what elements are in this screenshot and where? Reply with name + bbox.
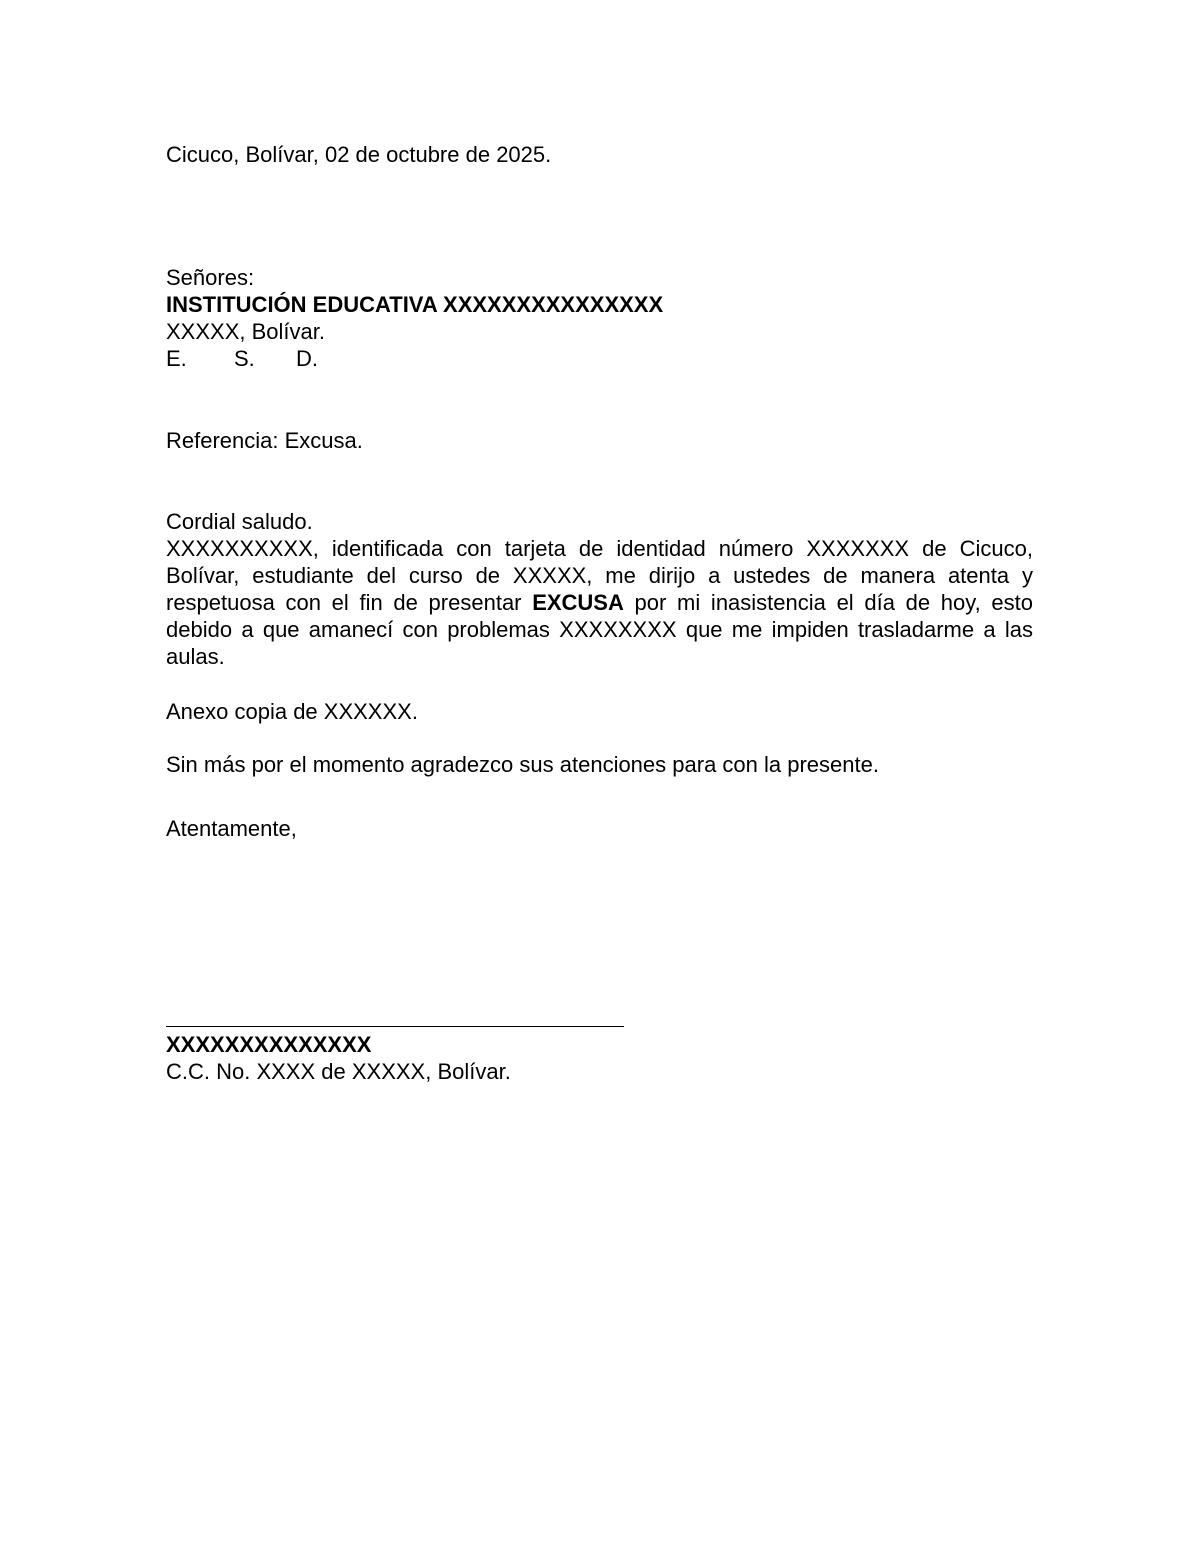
closing-text: Sin más por el momento agradezco sus atenciones para con la presente. — [166, 752, 879, 777]
signature-line — [166, 1026, 624, 1027]
greeting-text: Cordial saludo. — [166, 509, 313, 534]
valediction-line — [166, 815, 1033, 842]
closing-line — [166, 751, 1033, 778]
esd-e: E. — [166, 346, 187, 371]
annex-line — [166, 698, 1033, 725]
body-emphasis: EXCUSA — [532, 590, 624, 615]
esd-d: D. — [296, 346, 318, 371]
body-paragraph — [166, 535, 1033, 670]
signature-name: XXXXXXXXXXXXXX — [166, 1032, 372, 1057]
salutation: Señores: — [166, 265, 255, 290]
date-line — [166, 141, 1033, 168]
annex-text: Anexo copia de XXXXXX. — [166, 699, 418, 724]
body-text-part2: por mi inasistencia el día de hoy, esto debido a que amanecí con problemas XXXXXXXX que me impiden trasladarme a las aulas. — [166, 590, 1033, 669]
body-text-part1: XXXXXXXXXX, identificada con tarjeta de identidad número XXXXXXX de Cicuco, Bolívar, estudiante del curso de XXXXX, me dirijo a ustedes de manera atenta y respetuosa con el fin de presentar — [166, 536, 1033, 615]
reference-text: Referencia: Excusa. — [166, 428, 363, 453]
valediction-text: Atentamente, — [166, 816, 297, 841]
esd-s: S. — [234, 346, 255, 371]
institution-name: INSTITUCIÓN EDUCATIVA XXXXXXXXXXXXXXX — [166, 292, 664, 317]
reference-line — [166, 427, 1033, 454]
greeting-line — [166, 508, 1033, 535]
recipient-block — [166, 264, 1033, 372]
recipient-location: XXXXX, Bolívar. — [166, 319, 325, 344]
signature-block — [166, 1031, 1033, 1085]
signature-id: C.C. No. XXXX de XXXXX, Bolívar. — [166, 1059, 511, 1084]
date-text: Cicuco, Bolívar, 02 de octubre de 2025. — [166, 142, 552, 167]
esd-line — [166, 345, 1033, 372]
